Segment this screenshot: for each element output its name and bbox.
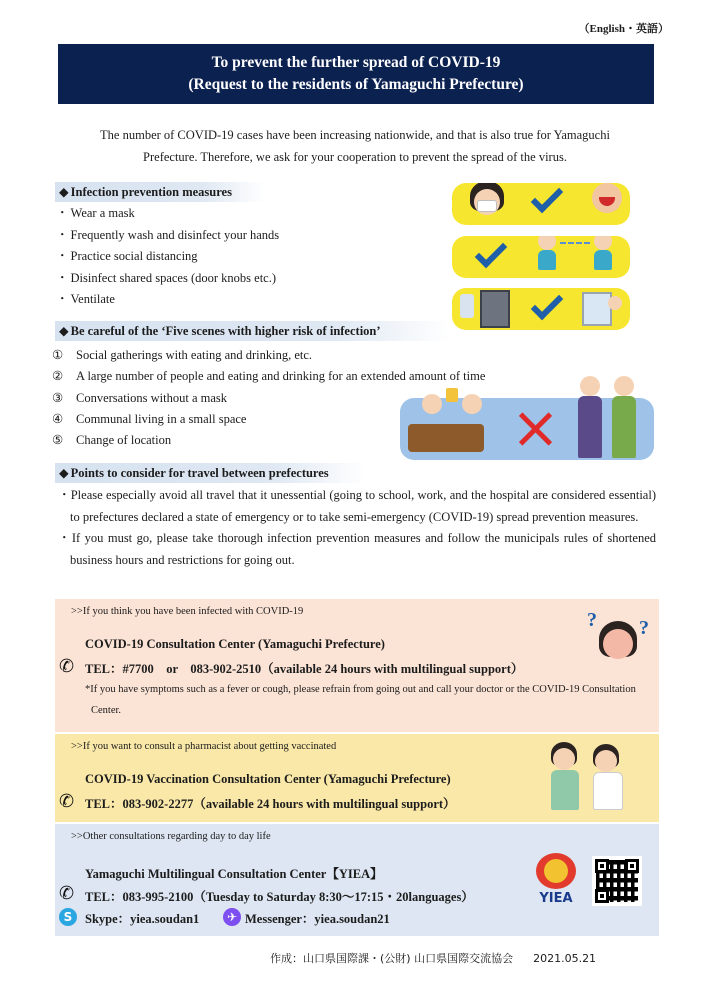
language-tag: （English・英語） xyxy=(578,23,669,35)
diamond-icon: ◆ xyxy=(59,466,69,480)
consultation-box-vaccination xyxy=(55,734,659,822)
man-body-1 xyxy=(578,396,602,458)
qr-corner xyxy=(625,859,639,873)
skype-id[interactable]: Skype：yiea.soudan1 xyxy=(85,912,200,926)
scenes-heading xyxy=(55,321,450,341)
patient-face xyxy=(553,748,575,770)
person-face-2 xyxy=(594,236,612,250)
infection-list xyxy=(56,203,279,311)
travel-heading xyxy=(55,463,365,483)
item-text: Change of location xyxy=(76,433,172,448)
list-item xyxy=(52,366,485,387)
tel-number[interactable]: TEL：083-902-2277（available 24 hours with multilingual support） xyxy=(85,797,456,811)
diamond-icon: ◆ xyxy=(59,185,69,199)
center-name: COVID-19 Consultation Center (Yamaguchi Prefecture) xyxy=(85,637,385,651)
item-number: ② xyxy=(52,369,64,384)
distancing-illustration xyxy=(452,236,630,278)
list-item: ・ Ventilate xyxy=(56,289,279,311)
intro-text xyxy=(50,124,660,168)
infection-heading-text: Infection prevention measures xyxy=(70,185,232,199)
window-graphic xyxy=(582,292,612,326)
check-icon xyxy=(531,288,564,320)
tel-number[interactable]: TEL：#7700 or 083-902-2510（available 24 hours with multilingual support） xyxy=(85,662,524,676)
intro-line-2: Prefecture. Therefore, we ask for your cooperation to prevent the spread of the virus. xyxy=(143,150,567,164)
person-face-3 xyxy=(608,296,622,310)
list-item xyxy=(52,345,485,366)
question-icon: ? xyxy=(587,609,597,631)
man-body-2 xyxy=(612,396,636,458)
phone-icon: ✆ xyxy=(59,791,75,811)
box-lead: >>Other consultations regarding day to day life xyxy=(71,831,271,842)
diner-face-1 xyxy=(422,394,442,414)
travel-heading-text: Points to consider for travel between prefectures xyxy=(70,466,329,480)
spray-bottle xyxy=(460,294,474,318)
item-number: ④ xyxy=(52,411,64,426)
item-number: ⑤ xyxy=(52,433,64,448)
list-item: ・ Practice social distancing xyxy=(56,246,279,268)
item-text: Conversations without a mask xyxy=(76,390,228,405)
qr-code[interactable] xyxy=(592,856,642,906)
logo-text: YIEA xyxy=(539,891,573,906)
sick-person-illustration xyxy=(587,609,653,667)
messenger-id[interactable]: Messenger：yiea.soudan21 xyxy=(245,912,390,926)
diamond-icon: ◆ xyxy=(59,324,69,338)
phone-icon: ✆ xyxy=(59,656,75,676)
skype-icon: S xyxy=(59,908,77,926)
messenger-icon: ✈ xyxy=(223,908,241,926)
nurse-body xyxy=(593,772,623,810)
intro-line-1: The number of COVID-19 cases have been increasing nationwide, and that is also true for Yamaguchi xyxy=(100,128,610,142)
travel-paragraph-2: ・ If you must go, please take thorough infection prevention measures and follow the municipals rules of shortened business hours and restrictions for going out. xyxy=(58,528,656,571)
center-name: COVID-19 Vaccination Consultation Center (Yamaguchi Prefecture) xyxy=(85,772,451,786)
item-number: ① xyxy=(52,348,64,362)
yiea-logo xyxy=(530,853,582,911)
table-graphic xyxy=(408,424,484,452)
man-face-1 xyxy=(580,376,600,396)
person-face-1 xyxy=(538,236,556,250)
scenes-illustration xyxy=(400,398,654,460)
footer-date: 2021.05.21 xyxy=(533,952,597,965)
item-text: Social gatherings with eating and drinking, etc. xyxy=(76,348,313,362)
phone-icon: ✆ xyxy=(59,883,75,903)
footer-credit: 作成：山口県国際課・(公財) 山口県国際交流協会 xyxy=(270,952,514,965)
logo-inner xyxy=(544,859,568,883)
consultation-box-infected xyxy=(55,599,659,732)
travel-text xyxy=(58,485,656,571)
list-item: ・ Wear a mask xyxy=(56,203,279,225)
title-line-1: To prevent the further spread of COVID-19 xyxy=(211,54,501,71)
item-text: A large number of people and eating and drinking for an extended amount of time xyxy=(76,369,486,384)
patient-body xyxy=(551,770,579,810)
man-face-2 xyxy=(614,376,634,396)
check-icon xyxy=(531,183,564,213)
mask-illustration xyxy=(452,183,630,225)
beer-graphic xyxy=(446,388,458,402)
item-number: ③ xyxy=(52,390,64,405)
check-icon xyxy=(475,236,508,268)
footer xyxy=(270,950,596,966)
disinfect-illustration xyxy=(452,288,630,330)
person-body-2 xyxy=(594,250,612,270)
symptom-note: *If you have symptoms such as a fever or cough, please refrain from going out and call your doctor or the COVID-19 Consultation Center. xyxy=(85,684,636,716)
scenes-heading-text: Be careful of the ‘Five scenes with higher risk of infection’ xyxy=(70,324,381,338)
qr-corner xyxy=(595,889,609,903)
title-line-2: (Request to the residents of Yamaguchi Prefecture) xyxy=(188,76,524,93)
infection-heading xyxy=(55,182,265,202)
box-lead: >>If you want to consult a pharmacist about getting vaccinated xyxy=(71,741,337,752)
travel-paragraph-1: ・ Please especially avoid all travel that it unessential (going to school, work, and the hospital are considered essential) to prefectures declared a state of emergency or to take semi-emergency (COVID-19) spread prevention measures. xyxy=(58,485,656,528)
door-graphic xyxy=(480,290,510,328)
distance-arrow xyxy=(560,242,590,244)
title-banner xyxy=(58,44,654,104)
qr-corner xyxy=(595,859,609,873)
person-body-1 xyxy=(538,250,556,270)
vaccination-illustration xyxy=(549,742,629,814)
diner-face-2 xyxy=(462,394,482,414)
sick-face xyxy=(603,629,633,659)
list-item: ・ Frequently wash and disinfect your hands xyxy=(56,225,279,247)
item-text: Communal living in a small space xyxy=(76,411,247,426)
nurse-face xyxy=(595,750,617,772)
center-name: Yamaguchi Multilingual Consultation Center【YIEA】 xyxy=(85,867,383,881)
cross-icon xyxy=(518,412,552,446)
tel-number[interactable]: TEL：083-995-2100（Tuesday to Saturday 8:30〜17:15・20languages） xyxy=(85,890,474,904)
box-lead: >>If you think you have been infected with COVID-19 xyxy=(71,606,304,617)
list-item: ・ Disinfect shared spaces (door knobs etc.) xyxy=(56,268,279,290)
question-icon: ? xyxy=(639,617,649,639)
mask-graphic xyxy=(477,200,497,212)
